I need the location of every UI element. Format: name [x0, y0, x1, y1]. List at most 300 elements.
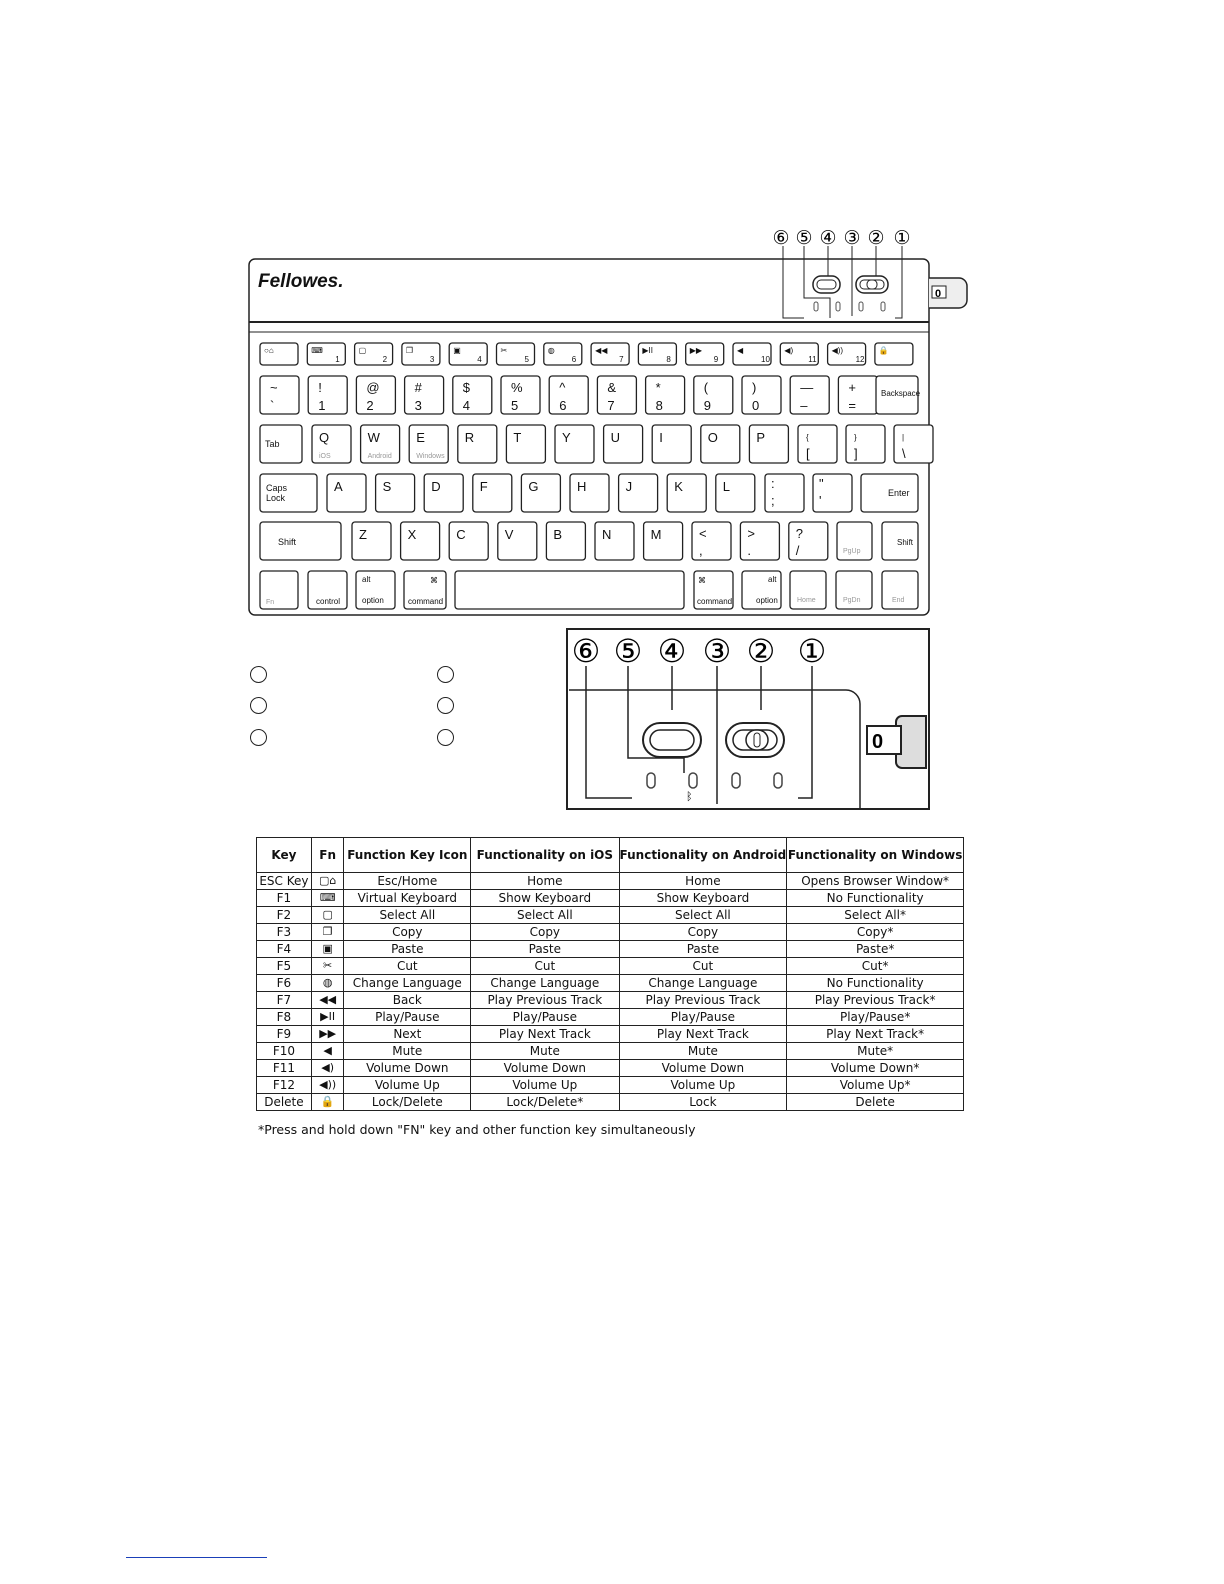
letter-key [327, 474, 366, 512]
letter-key [424, 474, 463, 512]
key-label: PgDn [843, 597, 861, 604]
function-key-icon: ◀◀ [311, 992, 344, 1009]
key-label: alt [768, 575, 777, 584]
callout-numbers [772, 227, 910, 249]
key-label: 6 [571, 355, 577, 364]
table-cell: Mute* [787, 1043, 964, 1060]
function-key-icon: ◀)) [311, 1077, 344, 1094]
table-cell: F12 [257, 1077, 312, 1094]
key-label: L [722, 479, 731, 494]
key-label: * [655, 380, 661, 395]
bracket-key [894, 425, 933, 463]
table-cell: Copy [471, 924, 619, 941]
key-label: Caps [266, 483, 288, 493]
legend-circle [250, 697, 267, 714]
table-cell: F7 [257, 992, 312, 1009]
letter-key [409, 425, 448, 463]
bracket-key [846, 425, 885, 463]
table-header-row [257, 838, 964, 873]
detail-callout-number: ② [746, 632, 776, 670]
table-cell: ESC Key [257, 873, 312, 890]
table-cell: F3 [257, 924, 312, 941]
function-key-icon: ❐ [311, 924, 344, 941]
key-label: 5 [511, 398, 519, 413]
letter-key [595, 522, 634, 560]
key-label: Q [319, 430, 330, 445]
letter-key [644, 522, 683, 560]
table-cell: Show Keyboard [619, 890, 787, 907]
number-key [453, 376, 492, 414]
function-key-icon: ◍ [311, 975, 344, 992]
table-cell: F10 [257, 1043, 312, 1060]
key-label: K [674, 479, 683, 494]
table-cell: Home [619, 873, 787, 890]
table-cell: Next [344, 1026, 471, 1043]
table-cell: F5 [257, 958, 312, 975]
letter-key [401, 522, 440, 560]
callout-number: ④ [819, 227, 837, 249]
key-label: Shift [897, 538, 914, 547]
key-label: 2 [382, 355, 388, 364]
pgup-key [837, 522, 872, 560]
switch-detail-diagram [566, 628, 930, 810]
table-cell: Play Previous Track [471, 992, 619, 1009]
key-label: D [431, 479, 441, 494]
table-cell: Volume Up [619, 1077, 787, 1094]
key-label: F [479, 479, 488, 494]
key-label: > [747, 526, 755, 541]
key-label: ! [318, 380, 322, 395]
function-key-icon: ▶▶ [311, 1026, 344, 1043]
letter-key [312, 425, 351, 463]
table-cell: Back [344, 992, 471, 1009]
key-label: 8 [666, 355, 671, 364]
fn-key [544, 343, 582, 365]
key-label: ] [854, 446, 858, 461]
fn-key [355, 343, 393, 365]
key-label: Y [562, 430, 571, 445]
table-footnote: *Press and hold down "FN" key and other function key simultaneously [258, 1122, 696, 1137]
table-cell: Paste [619, 941, 787, 958]
detail-callout-number: ⑤ [613, 632, 643, 670]
legend-circle [250, 666, 267, 683]
key-label: 9 [713, 355, 719, 364]
key-label: Tab [265, 439, 280, 449]
detail-callout-number: ⑥ [571, 632, 601, 670]
letter-key [619, 474, 658, 512]
key-label: — [800, 380, 814, 395]
key-label: N [602, 527, 612, 542]
key-label: Android [367, 453, 392, 460]
enter-key [861, 474, 918, 512]
key-label: 1 [335, 355, 340, 364]
left-option-key [356, 571, 395, 609]
table-row [257, 1077, 964, 1094]
table-row [257, 873, 964, 890]
function-key-icon: ◀ [311, 1043, 344, 1060]
table-cell: F4 [257, 941, 312, 958]
function-key-icon: ▣ [311, 941, 344, 958]
function-key-icon: ⌨ [311, 890, 344, 907]
key-label: Windows [416, 453, 445, 460]
table-body [257, 873, 964, 1111]
key-label: " [819, 476, 824, 491]
key-label: 9 [703, 398, 712, 413]
function-key-icon: ▢⌂ [311, 873, 344, 890]
key-label: T [513, 430, 522, 445]
fn-key [780, 343, 818, 365]
table-cell: No Functionality [787, 975, 964, 992]
key-label: – [800, 398, 808, 413]
table-cell: F1 [257, 890, 312, 907]
key-label: PgUp [843, 548, 861, 555]
callout-number: ① [893, 227, 911, 249]
table-cell: Lock [619, 1094, 787, 1111]
punctuation-key [692, 522, 731, 560]
key-label: W [367, 430, 380, 445]
fn-key [875, 343, 913, 365]
bracket-key [798, 425, 837, 463]
letter-key [361, 425, 400, 463]
key-label: 11 [808, 355, 817, 364]
key-label: control [316, 597, 341, 606]
table-cell: Volume Up [344, 1077, 471, 1094]
table-cell: Copy [344, 924, 471, 941]
number-key [405, 376, 444, 414]
letter-key [449, 522, 488, 560]
key-label: Backspace [881, 389, 921, 398]
key-label: ◀ [737, 346, 744, 355]
table-cell: Mute [344, 1043, 471, 1060]
caps-lock-key [260, 474, 317, 512]
table-cell: Paste* [787, 941, 964, 958]
svg-text:0: 0 [872, 731, 884, 753]
table-cell: Volume Down [471, 1060, 619, 1077]
table-row [257, 992, 964, 1009]
key-label: ○⌂ [264, 346, 274, 355]
table-cell: Mute [619, 1043, 787, 1060]
end-key [882, 571, 918, 609]
punctuation-key [789, 522, 828, 560]
key-label: ⌨ [311, 346, 323, 355]
letter-key [570, 474, 609, 512]
table-row [257, 890, 964, 907]
table-cell: Virtual Keyboard [344, 890, 471, 907]
table-cell: Esc/Home [344, 873, 471, 890]
key-label: command [697, 597, 733, 606]
table-cell: Select All* [787, 907, 964, 924]
letter-key [376, 474, 415, 512]
table-row [257, 1009, 964, 1026]
key-label: option [756, 596, 778, 605]
number-key [260, 376, 299, 414]
svg-text:0: 0 [935, 288, 942, 300]
key-label: \ [902, 446, 906, 461]
key-label: 7 [619, 355, 624, 364]
key-label: Shift [278, 537, 297, 547]
key-label: E [416, 430, 425, 445]
table-cell: F6 [257, 975, 312, 992]
key-label: ◍ [547, 346, 555, 355]
key-label: ▣ [453, 346, 461, 355]
column-header: Functionality on Windows [787, 838, 964, 873]
table-cell: Play Previous Track [619, 992, 787, 1009]
key-label: 10 [761, 355, 770, 364]
key-label: 5 [524, 355, 529, 364]
column-header: Fn [311, 838, 344, 873]
column-header: Key [257, 838, 312, 873]
number-key [742, 376, 781, 414]
key-label: . [747, 543, 752, 558]
table-cell: Volume Up [471, 1077, 619, 1094]
table-row [257, 941, 964, 958]
fn-key [260, 343, 298, 365]
footer-rule [126, 1557, 267, 1558]
table-cell: Play Previous Track* [787, 992, 964, 1009]
letter-key [498, 522, 537, 560]
function-key-icon: ▢ [311, 907, 344, 924]
key-label: I [659, 430, 663, 445]
function-key-table [256, 837, 964, 1111]
legend-circle [250, 729, 267, 746]
key-label: Z [359, 527, 367, 542]
control-key [308, 571, 347, 609]
key-label: 6 [559, 398, 567, 413]
key-label: , [699, 543, 703, 558]
key-label: R [464, 430, 475, 445]
pgdn-key [836, 571, 872, 609]
key-label: | [902, 433, 905, 442]
table-cell: Select All [471, 907, 619, 924]
letter-key [652, 425, 691, 463]
key-label: # [414, 380, 422, 395]
key-label: ✂ [500, 346, 508, 355]
table-row [257, 1043, 964, 1060]
key-label: 2 [366, 398, 374, 413]
key-label: ◀) [784, 346, 794, 355]
key-label: ⌘ [698, 576, 706, 585]
callout-number: ② [867, 227, 885, 249]
table-cell: F9 [257, 1026, 312, 1043]
function-key-icon: ✂ [311, 958, 344, 975]
key-label: ` [270, 398, 275, 413]
legend-circle [437, 729, 454, 746]
function-key-icon: ▶II [311, 1009, 344, 1026]
letter-key [604, 425, 643, 463]
table-cell: Mute [471, 1043, 619, 1060]
table-cell: Delete [257, 1094, 312, 1111]
number-key [549, 376, 588, 414]
key-label: iOS [319, 453, 331, 460]
key-label: / [795, 543, 800, 558]
table-cell: Select All [344, 907, 471, 924]
key-label: M [650, 527, 662, 542]
table-cell: Paste [471, 941, 619, 958]
usb-connector [929, 278, 967, 308]
key-label: G [528, 479, 539, 494]
fn-key [307, 343, 345, 365]
letter-key [352, 522, 391, 560]
key-label: command [408, 597, 444, 606]
table-cell: Change Language [344, 975, 471, 992]
table-cell: Lock/Delete* [471, 1094, 619, 1111]
table-cell: Play Next Track* [787, 1026, 964, 1043]
detail-callout-number: ④ [657, 632, 687, 670]
fn-key [638, 343, 676, 365]
key-label: J [625, 479, 633, 494]
table-row [257, 1094, 964, 1111]
column-header: Functionality on iOS [471, 838, 619, 873]
number-key [790, 376, 829, 414]
number-key [308, 376, 347, 414]
table-cell: Cut [471, 958, 619, 975]
table-row [257, 924, 964, 941]
table-row [257, 975, 964, 992]
key-label: : [771, 476, 775, 491]
table-cell: Change Language [471, 975, 619, 992]
key-label: 4 [462, 398, 471, 413]
key-label: ^ [559, 380, 566, 395]
key-label: alt [362, 575, 371, 584]
table-cell: Paste [344, 941, 471, 958]
key-label: [ [806, 446, 810, 461]
bluetooth-icon: ᛒ [686, 790, 693, 803]
key-label: } [854, 433, 857, 442]
number-key [356, 376, 395, 414]
letter-key [521, 474, 560, 512]
number-key [646, 376, 685, 414]
table-cell: F8 [257, 1009, 312, 1026]
table-row [257, 1026, 964, 1043]
number-key [694, 376, 733, 414]
key-label: ? [795, 526, 804, 541]
table-cell: Play Next Track [619, 1026, 787, 1043]
punctuation-key [740, 522, 779, 560]
table-cell: Cut* [787, 958, 964, 975]
fn-key [449, 343, 487, 365]
key-label: ~ [270, 380, 278, 395]
key-label: ◀◀ [595, 346, 608, 355]
table-row [257, 958, 964, 975]
number-key [838, 376, 877, 414]
letter-key [701, 425, 740, 463]
left-command-key [404, 571, 446, 609]
letter-key [546, 522, 585, 560]
callout-number: ③ [843, 227, 861, 249]
table-cell: Cut [344, 958, 471, 975]
key-label: A [334, 479, 343, 494]
table-cell: Home [471, 873, 619, 890]
tab-key [260, 425, 302, 463]
key-label: B [553, 527, 563, 542]
letter-key [473, 474, 512, 512]
key-label: Lock [266, 493, 286, 503]
table-cell: Lock/Delete [344, 1094, 471, 1111]
key-label: 0 [752, 398, 760, 413]
semicolon-key [765, 474, 804, 512]
key-label: { [806, 433, 809, 442]
key-label: ❐ [405, 346, 414, 355]
table-cell: Change Language [619, 975, 787, 992]
key-label: ▶▶ [689, 346, 703, 355]
table-cell: F11 [257, 1060, 312, 1077]
key-label: ' [819, 493, 822, 508]
key-label: U [610, 430, 620, 445]
right-command-key [694, 571, 733, 609]
key-label: Enter [888, 488, 910, 498]
table-cell: Volume Down [344, 1060, 471, 1077]
table-cell: Volume Up* [787, 1077, 964, 1094]
legend-circle [437, 697, 454, 714]
fn-key [402, 343, 440, 365]
key-label: 1 [318, 398, 326, 413]
key-label: ▢ [358, 346, 367, 355]
letter-key [458, 425, 497, 463]
quote-key [813, 474, 852, 512]
key-label: ⌘ [430, 576, 438, 585]
table-cell: Play/Pause [471, 1009, 619, 1026]
key-label: H [577, 479, 587, 494]
fn-key [686, 343, 724, 365]
key-label: 3 [414, 398, 422, 413]
key-label: O [707, 430, 718, 445]
key-label: Home [797, 597, 816, 604]
table-cell: Opens Browser Window* [787, 873, 964, 890]
detail-callout-number: ③ [702, 632, 732, 670]
space-key [455, 571, 684, 609]
right-option-key [742, 571, 781, 609]
table-cell: No Functionality [787, 890, 964, 907]
table-cell: Cut [619, 958, 787, 975]
callout-number: ⑤ [795, 227, 813, 249]
key-label: & [607, 380, 617, 395]
table-row [257, 907, 964, 924]
table-row [257, 1060, 964, 1077]
column-header: Function Key Icon [344, 838, 471, 873]
key-label: 12 [855, 355, 865, 364]
keyboard-diagram [0, 0, 1224, 640]
function-key-icon: 🔒 [311, 1094, 344, 1111]
legend-circle [437, 666, 454, 683]
letter-key [716, 474, 755, 512]
table-cell: Play/Pause [619, 1009, 787, 1026]
table-cell: Play/Pause* [787, 1009, 964, 1026]
key-label: = [848, 398, 856, 413]
key-label: % [511, 380, 523, 395]
key-label: @ [366, 380, 380, 395]
table-cell: Play Next Track [471, 1026, 619, 1043]
key-label: ; [771, 493, 775, 508]
table-cell: Volume Down* [787, 1060, 964, 1077]
key-label: 3 [429, 355, 435, 364]
fn-key [828, 343, 866, 365]
home-key [790, 571, 826, 609]
fn-key [497, 343, 535, 365]
fn-key [591, 343, 629, 365]
key-label: V [504, 527, 514, 542]
key-label: Fn [266, 599, 275, 606]
table-cell: Copy [619, 924, 787, 941]
fn-key [733, 343, 771, 365]
key-label: C [456, 527, 466, 542]
function-key-icon: ◀) [311, 1060, 344, 1077]
letter-key [555, 425, 594, 463]
letter-key [506, 425, 545, 463]
column-header: Functionality on Android [619, 838, 787, 873]
table-cell: Show Keyboard [471, 890, 619, 907]
letter-key [749, 425, 788, 463]
key-label: ( [703, 380, 709, 395]
